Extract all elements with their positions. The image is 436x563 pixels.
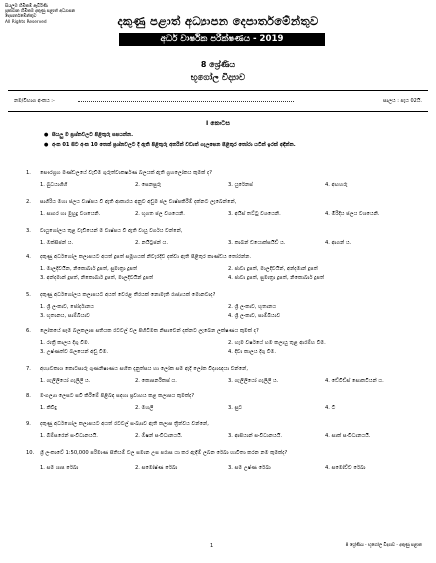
answer-option-3[interactable]: 3. ගැලිලියෝ ගැලිලී ය. — [228, 378, 279, 384]
question-stem: වායුගෝලය තුළ වැඩියෙන් ම වාෂ්පය වී ඇති වායු වර්ගය වන්නේ, — [40, 228, 183, 234]
subject-title: භූගෝල විද්‍යාව — [190, 73, 246, 83]
question-stem: සෞරග්‍රහ මණ්ඩලයේ වැඩිම ගුරුත්වාකර්ෂණ බලයක් ඇති ග්‍රහලෝකය කුමක් ද? — [40, 170, 212, 176]
instruction-2 — [44, 142, 418, 149]
answer-option-2[interactable]: 2. මහලී — [135, 405, 154, 411]
question-stem: සාගිරිය මහා ජලය වාෂ්පය වී ඇති ආකාරය අනුව අඩුම ජල වාෂ්පකිරීම් දක්නට ලැබෙන්නේ, — [40, 199, 237, 205]
question-stem: ලෝකයේ සෑම බලකලාප සතියක රටවල් වල පිහිටීමක නිසාවෙන් දක්නට ලැබෙන ලක්ෂණය කුමක් ද? — [40, 328, 259, 334]
question-number: 10. — [26, 450, 35, 456]
name-row — [14, 96, 422, 106]
question-stem: දකුණු අර්ධගෝලය කලාපයට අයත් වෙරළ තීරයක් නොමැති රාජ්‍යයක් මොනවාද? — [40, 292, 216, 298]
question-number: 6. — [26, 328, 31, 334]
part-title: I කොටස — [206, 120, 230, 127]
answer-option-1[interactable]: 1. ශ්‍රී ලංකාව, ජෝර්දානය — [40, 304, 95, 310]
answer-option-2[interactable]: 2. ශ්‍රී ලංකාව, භූතානය — [228, 304, 277, 310]
answer-option-1[interactable]: 1. මාලදිවයින, නිකොබාර් දූපත්, සුමාත්‍රා දූපත් — [40, 266, 138, 272]
copyright-line: සියලුම හිමිකම් ඇවිරිණි — [5, 4, 48, 9]
question-number: 3. — [26, 228, 31, 234]
answer-option-4[interactable]: 4. සාක් සංවිධානයයි. — [325, 433, 371, 439]
answer-option-2[interactable]: 2. ඕෂන් සංවිධානයයි. — [135, 433, 183, 439]
exam-title-banner: අර්ධ වාර්ෂික පරීක්ෂණය - 2019 — [119, 33, 325, 46]
answer-option-2[interactable]: 2. හැම වර්ෂයේ හම කලායු තුළ ආරම්භ වීම. — [228, 340, 326, 346]
question-number: 7. — [26, 366, 31, 372]
answer-option-1[interactable]: 1. ඔක්සිජන් ය. — [40, 240, 74, 246]
name-label: නම/විභාග අංකය :- — [14, 98, 55, 104]
answer-option-4[interactable]: 4. සමෝච්ච රේඛා — [325, 465, 366, 471]
grade-title: 8 ශ්‍රේණිය — [200, 60, 236, 69]
answer-option-2[interactable]: 2. නයිට්‍රජන් ය. — [135, 240, 169, 246]
question-number: 9. — [26, 421, 31, 427]
bullet-icon: ● — [44, 142, 49, 148]
answer-option-1[interactable]: 1. බිම්සරෙන් සංවිධානයයි. — [40, 433, 98, 439]
page-footer: 8 ශ්‍රේණිය - භූගෝල විද්‍යාව - දකුණු පළාත — [345, 543, 422, 548]
bullet-icon: ● — [44, 132, 49, 138]
divider-bottom — [8, 111, 428, 112]
answer-option-4[interactable]: 4. ඩේවිඩ්ස් සොකටියන් ය. — [325, 378, 384, 384]
question-number: 2. — [26, 199, 31, 205]
answer-option-2[interactable]: 2. සෙනසුරු — [135, 182, 162, 188]
copyright-line: All Rights Reserved — [5, 19, 47, 25]
instruction-text: අංක 01 සිට අංක 10 තෙක් ප්‍රශ්නවලට දී ඇති පිළිතුරු අතරින් වඩාත් ගැලපෙන පිළිතුර තෝරා යටින් ඉරක් අඳින්න. — [52, 142, 296, 148]
answer-option-4[interactable]: 4. ශ්‍රී ලංකාව, සාම්බියාව — [228, 313, 281, 319]
name-field[interactable] — [78, 101, 294, 102]
answer-option-3[interactable]: 3. ආසියාන් සංවිධානයයි. — [228, 433, 283, 439]
time-allowed: සාලය : පැය 02යි. — [382, 98, 422, 104]
copyright-line: ප්‍රකාශන හිමිකම දකුණු පළාත් අධ්‍යාපන දෙපාර්තමේන්තුව — [5, 9, 75, 20]
answer-option-4[interactable]: 4. මිරිදිය ජලය වශයෙනි. — [325, 211, 380, 217]
question-stem: අභ්‍යවකාශ කොටසාරු ගුණනිෂාණය සහිත දැනුත්සය හා ලෝක සම ඇදි ලෝක විද්‍යාඥයා වන්නේ, — [40, 366, 249, 372]
answer-option-2[interactable]: 2. කොපර්නිකස් ය. — [135, 378, 177, 384]
answer-option-2[interactable]: 2. සමෝෂ්ණ රේඛා — [135, 465, 178, 471]
question-stem: දකුණු අර්ධගෝල කලාපයට අයත් දූපත් සමූහයක් නිවැරදිව දක්වා ඇති පිළිතුර කාණ්ඩය තෝරන්න. — [40, 254, 252, 260]
question-stem: ශ්‍රී ලංකාවේ 1:50,000 පරිමාණ සිතියම් වල සමාන උස පරාස යා කර ඇඳීම් ලබන රේඛා භාවිතා කරන නම කුමක්ද? — [40, 450, 288, 456]
question-number: 1. — [26, 170, 31, 176]
answer-option-3[interactable]: 3. සුට — [228, 405, 243, 411]
answer-option-3[interactable]: 3. අන්දමාන් දූපත්, නිකොබාර් දූපත්, මාලදිවයින් දූපත් — [40, 275, 154, 281]
answer-option-4[interactable]: 4. ආගන් ය. — [325, 240, 352, 246]
answer-option-1[interactable]: 1. ගැලිලියෝ ගැලිලී ය. — [40, 378, 91, 384]
answer-option-3[interactable]: 3. සම උෂ්ණ රේඛා — [228, 465, 271, 471]
divider-top — [8, 90, 428, 91]
page-number: 1 — [210, 543, 214, 549]
answer-option-4[interactable]: 4. දිවා කාලය දිගු වීම. — [228, 349, 277, 355]
answer-option-1[interactable]: 1. බුධයාගීහී — [40, 182, 68, 188]
question-number: 4. — [26, 254, 31, 260]
answer-option-2[interactable]: 2. ජාවා දූපත්, මාලදිවයින්, අන්දමාන් දූපත් — [228, 266, 318, 272]
question-number: 5. — [26, 292, 31, 298]
question-stem: මංගල්‍යා ලෙසට සවි කිරීමේ පිළිබඳ සඳහා ප්‍රවාහය කළ කලාපය කුමක්ද? — [40, 393, 195, 399]
answer-option-3[interactable]: 3. කාබන් ඩයොක්සයිඩ් ය. — [228, 240, 286, 246]
question-stem: දකුණු අර්ධගෝල කලාපයට අයත් රටවල් සංඛ්‍යාව ඇති කලාප ත්‍රිත්වය වන්නේ, — [40, 421, 209, 427]
department-title: දකුණු පළාත් අධ්‍යාපන දෙපාර්තමේන්තුව — [117, 14, 319, 28]
answer-option-4[interactable]: 4. අඟහරු — [325, 182, 348, 188]
answer-option-3[interactable]: 3. අයිස් තට්ටු වශයෙනි. — [228, 211, 281, 217]
answer-option-4[interactable]: 4. ජාවා දූපත්, සුමාත්‍රා දූපත්, නිකොබාර් දූපත් — [228, 275, 325, 281]
answer-option-1[interactable]: 1. රාත්‍රී කාලය දිගු විම. — [40, 340, 90, 346]
answer-option-1[interactable]: 1. සම ශාප රේඛා — [40, 465, 79, 471]
instruction-text: සියලු ම ප්‍රශ්නවලට පිළිතුරු සපයන්න. — [52, 132, 134, 138]
answer-option-2[interactable]: 2. භූගත ජල වශයෙනි. — [135, 211, 185, 217]
answer-option-1[interactable]: 1. කිවිදු — [40, 405, 57, 411]
instruction-1 — [44, 132, 418, 139]
answer-option-1[interactable]: 1. සාගර හා මුහුදු වශයෙනි. — [40, 211, 101, 217]
answer-option-3[interactable]: 3. භූතානය, සාම්බියාව — [40, 313, 90, 319]
answer-option-4[interactable]: 4. ටී — [325, 405, 336, 411]
answer-option-3[interactable]: 3. යුරේනස් — [228, 182, 253, 188]
question-number: 8. — [26, 393, 31, 399]
answer-option-3[interactable]: 3. උෂ්ණත්ව බලයෙන් අඩු වීම. — [40, 349, 109, 355]
